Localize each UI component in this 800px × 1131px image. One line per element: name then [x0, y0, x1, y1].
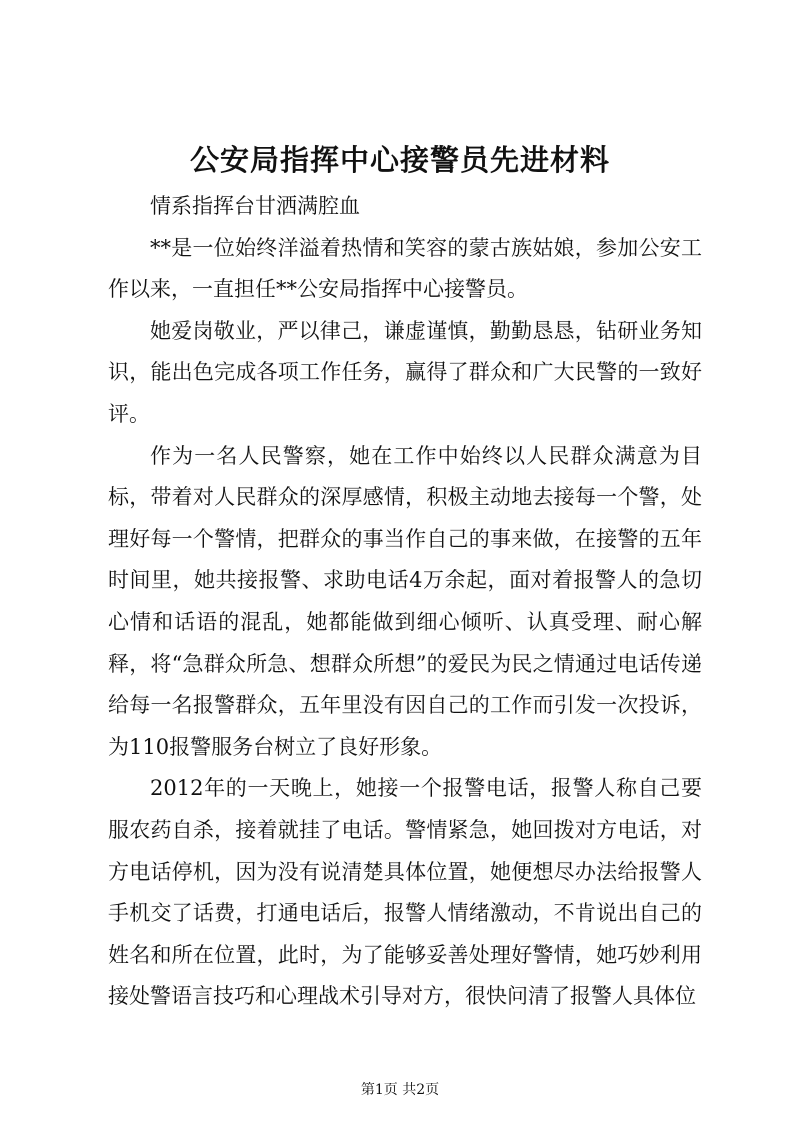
- paragraph-incident: 2012年的一天晚上，她接一个报警电话，报警人称自己要服农药自杀，接着就挂了电话。警情紧急，她回拨对方电话，对方电话停机，因为没有说清楚具体位置，她便想尽办法给报警人手机交了话费，打通电话后，报警人情绪激动，不肯说出自己的姓名和所在位置，此时，为了能够妥善处理好警情，她巧妙利用接处警语言技巧和心理战术引导对方，很快问清了报警人具体位: [108, 776, 702, 1009]
- paragraph-qualities: 她爱岗敬业，严以律己，谦虚谨慎，勤勤恳恳，钻研业务知识，能出色完成各项工作任务，赢得了群众和广大民警的一致好评。: [108, 318, 702, 426]
- paragraph-service: 作为一名人民警察，她在工作中始终以人民群众满意为目标，带着对人民群众的深厚感情，积极主动地去接每一个警，处理好每一个警情，把群众的事当作自己的事来做，在接警的五年时间里，她共接报警、求助电话4万余起，面对着报警人的急切心情和话语的混乱，她都能做到细心倾听、认真受理、耐心解释，将“急群众所急、想群众所想”的爱民为民之情通过电话传递给每一名报警群众，五年里没有因自己的工作而引发一次投诉，为110报警服务台树立了良好形象。: [108, 443, 702, 759]
- paragraph-subtitle: 情系指挥台甘洒满腔血: [150, 194, 360, 218]
- paragraph-intro: **是一位始终洋溢着热情和笑容的蒙古族姑娘，参加公安工作以来，一直担任**公安局指挥中心接警员。: [108, 235, 702, 302]
- document-body: [108, 186, 702, 1018]
- page-number-footer: 第1页 共2页: [360, 1082, 440, 1098]
- document-title: 公安局指挥中心接警员先进材料: [189, 143, 610, 177]
